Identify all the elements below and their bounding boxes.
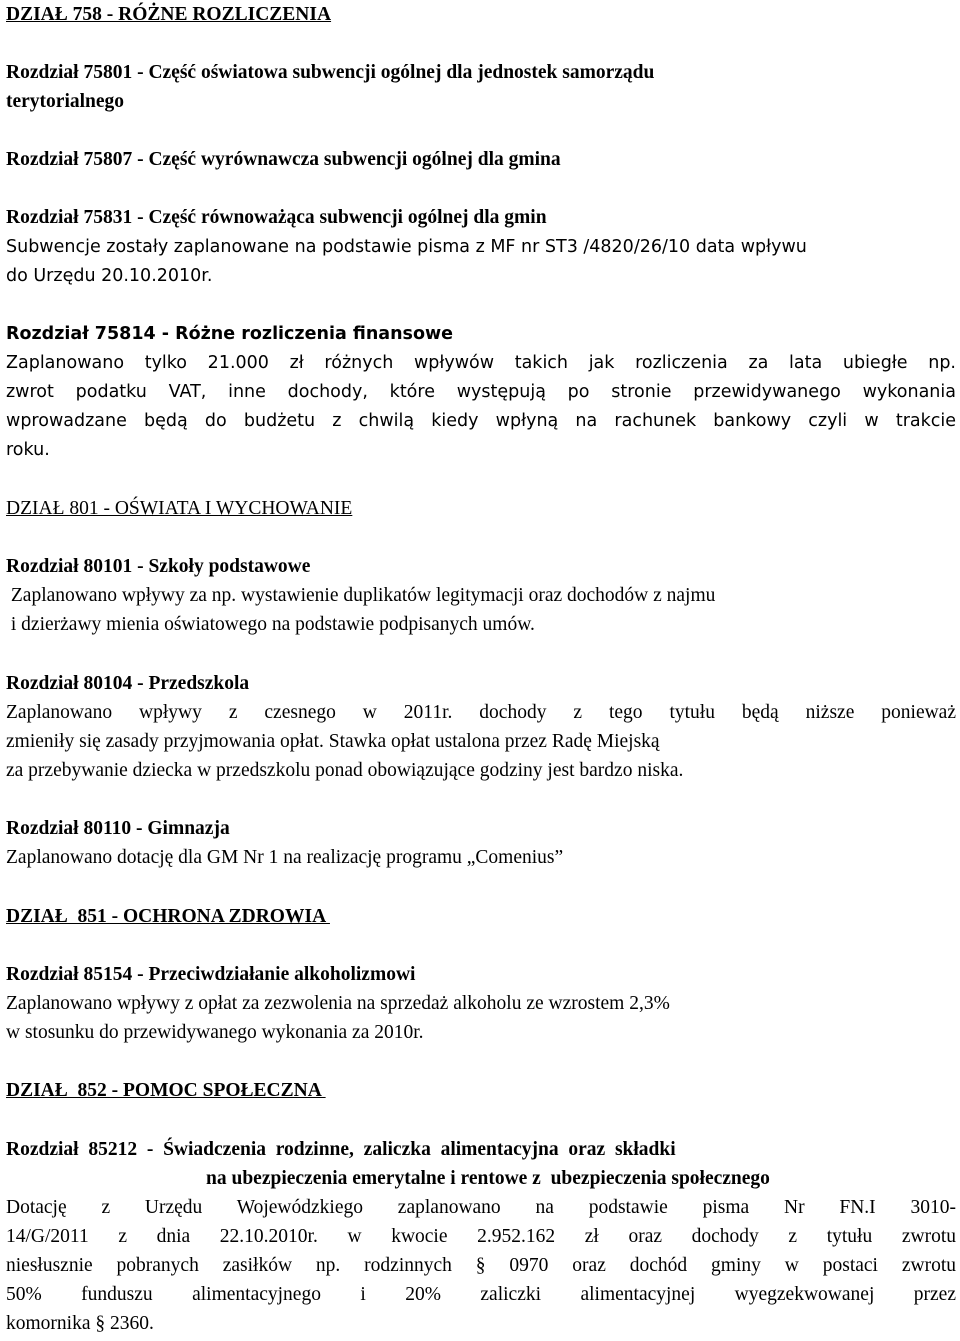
text-85212-line3: niesłusznie pobranych zasiłków np. rodzinnych § 0970 oraz dochód gminy w postaci zwrotu (6, 1255, 956, 1276)
text-80101-line2: i dzierżawy mienia oświatowego na podstawie podpisanych umów. (6, 614, 535, 635)
subheading-85212-line2: na ubezpieczenia emerytalne i rentowe z ubezpieczenia społecznego (206, 1168, 770, 1189)
text-85212-line2: 14/G/2011 z dnia 22.10.2010r. w kwocie 2.952.162 zł oraz dochody z tytułu zwrotu (6, 1226, 956, 1247)
text-75814-line4: roku. (6, 440, 50, 460)
heading-dzial-851: DZIAŁ 851 - OCHRONA ZDROWIA (6, 906, 330, 927)
subheading-85212-line1: Rozdział 85212 - Świadczenia rodzinne, zaliczka alimentacyjna oraz składki (6, 1139, 676, 1160)
subheading-75831: Rozdział 75831 - Część równoważąca subwencji ogólnej dla gmin (6, 207, 547, 228)
subheading-85154: Rozdział 85154 - Przeciwdziałanie alkoholizmowi (6, 964, 416, 985)
text-75831-line1: Subwencje zostały zaplanowane na podstawie pisma z MF nr ST3 /4820/26/10 data wpływu (6, 237, 807, 257)
subheading-75801-line1: Rozdział 75801 - Część oświatowa subwencji ogólnej dla jednostek samorządu (6, 62, 655, 83)
text-80104-line3: za przebywanie dziecka w przedszkolu ponad obowiązujące godziny jest bardzo niska. (6, 760, 684, 781)
subheading-75814: Rozdział 75814 - Różne rozliczenia finansowe (6, 324, 454, 344)
heading-dzial-758: DZIAŁ 758 - RÓŻNE ROZLICZENIA (6, 4, 332, 25)
text-75814-line3: wprowadzane będą do budżetu z chwilą kiedy wpłyną na rachunek bankowy czyli w trakcie (6, 411, 956, 431)
text-80104-line2: zmieniły się zasady przyjmowania opłat. Stawka opłat ustalona przez Radę Miejską (6, 731, 660, 752)
text-85154-line1: Zaplanowano wpływy z opłat za zezwolenia na sprzedaż alkoholu ze wzrostem 2,3% (6, 993, 670, 1014)
subheading-75801-line2: terytorialnego (6, 91, 125, 112)
text-80110: Zaplanowano dotację dla GM Nr 1 na realizację programu „Comenius” (6, 847, 564, 868)
text-80104-line1: Zaplanowano wpływy z czesnego w 2011r. dochody z tego tytułu będą niższe ponieważ (6, 702, 956, 723)
text-75831-line2: do Urzędu 20.10.2010r. (6, 266, 213, 286)
text-85212-line1: Dotację z Urzędu Wojewódzkiego zaplanowano na podstawie pisma Nr FN.I 3010- (6, 1197, 956, 1218)
subheading-80101: Rozdział 80101 - Szkoły podstawowe (6, 556, 311, 577)
text-75814-line2: zwrot podatku VAT, inne dochody, które występują po stronie przewidywanego wykonania (6, 382, 956, 402)
text-85154-line2: w stosunku do przewidywanego wykonania za 2010r. (6, 1022, 424, 1043)
heading-dzial-852: DZIAŁ 852 - POMOC SPOŁECZNA (6, 1080, 326, 1101)
text-80101-line1: Zaplanowano wpływy za np. wystawienie duplikatów legitymacji oraz dochodów z najmu (6, 585, 716, 606)
subheading-80110: Rozdział 80110 - Gimnazja (6, 818, 230, 839)
subheading-80104: Rozdział 80104 - Przedszkola (6, 673, 250, 694)
subheading-75807: Rozdział 75807 - Część wyrównawcza subwencji ogólnej dla gmina (6, 149, 561, 170)
text-85212-line4: 50% funduszu alimentacyjnego i 20% zaliczki alimentacyjnej wyegzekwowanej przez (6, 1284, 956, 1305)
heading-dzial-801: DZIAŁ 801 - OŚWIATA I WYCHOWANIE (6, 498, 353, 519)
text-85212-line5: komornika § 2360. (6, 1313, 154, 1334)
text-75814-line1: Zaplanowano tylko 21.000 zł różnych wpływów takich jak rozliczenia za lata ubiegłe np. (6, 353, 956, 373)
